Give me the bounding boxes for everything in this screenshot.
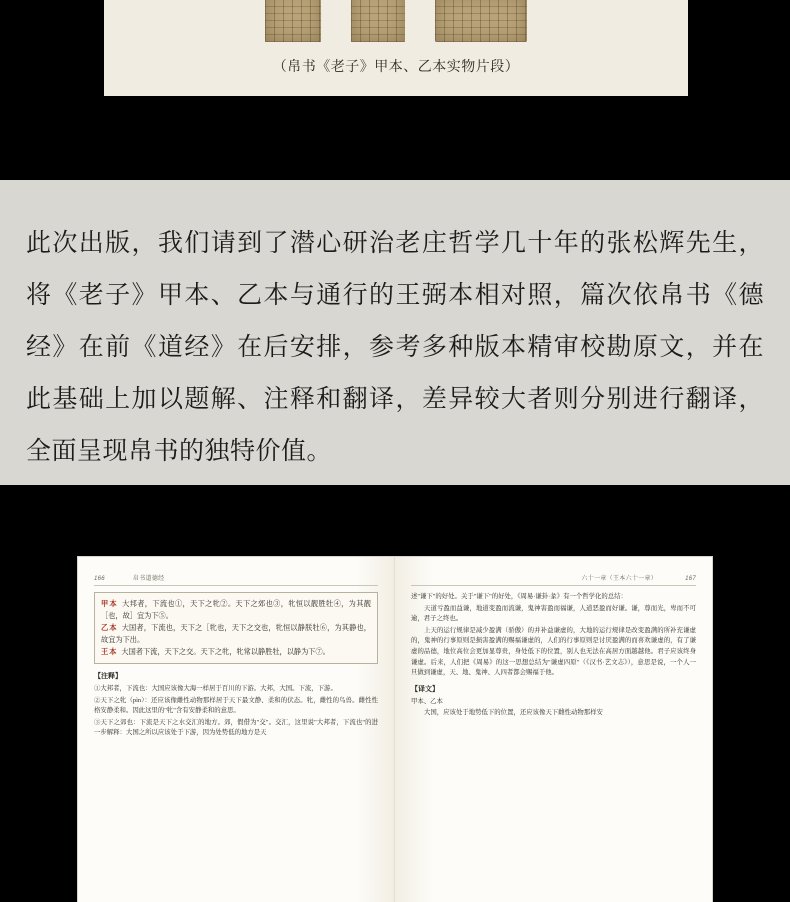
right-page-header bbox=[411, 573, 696, 582]
left-running-title: 帛书道德经 bbox=[132, 576, 165, 582]
right-header-rule bbox=[411, 585, 696, 586]
verse-line-yiben bbox=[101, 622, 371, 646]
notes-heading: 【注释】 bbox=[94, 672, 122, 680]
right-page-folio: 167 bbox=[685, 576, 696, 582]
artifact-panel bbox=[104, 0, 688, 96]
artifact-caption: （帛书《老子》甲本、乙本实物片段） bbox=[272, 58, 520, 74]
book-page-right bbox=[395, 557, 712, 902]
verse-text-wangben: 大国者下流，天下之交。天下之牝，牝常以静胜牡，以静为下⑦。 bbox=[121, 648, 330, 656]
body-paragraph: 述"谦下"的好处。关于"谦下"的好处，《周易·谦卦·彖》有一个哲学化的总结： bbox=[411, 593, 627, 600]
verse-block bbox=[94, 592, 378, 664]
note-item: ③天下之郊也：下流是天下之水交汇的地方。郊，假借为"交"。交汇，这里说"大邦者，下流也"的进一步解释：大国之所以应该处于下游，因为处势低的地方是天 bbox=[94, 718, 378, 736]
body-paragraph: 天道亏盈而益谦，地道变盈而流谦，鬼神害盈而福谦，人道恶盈而好谦。谦，尊而光，卑而不可逾，君子之终也。 bbox=[411, 604, 696, 623]
note-item: ②天下之牝（pìn）：还应该像雌性动物那样居于天下最文静、柔和的伏态。牝，雌性的鸟兽。雌性性格安静柔和。因此这里的"牝"含有安静柔和的意思。 bbox=[94, 696, 378, 714]
left-page-folio: 166 bbox=[94, 576, 105, 582]
translation-label: 甲本、乙本 bbox=[411, 697, 443, 705]
silk-fragment-1 bbox=[265, 0, 321, 42]
verse-text-jiaben: 大邦者，下流也①，天下之牝②。天下之郊也③，牝恒以靓胜牡④，为其靓［也，故］宜为下⑤。 bbox=[101, 600, 371, 620]
verse-label-wangben: 王本 bbox=[101, 648, 118, 656]
note-item: ①大邦者，下流也：大国应该像大海一样居于百川的下游。大邦，大国。下流，下游。 bbox=[94, 685, 337, 692]
left-page-header bbox=[94, 573, 378, 582]
left-header-rule bbox=[94, 585, 378, 586]
intro-band bbox=[0, 180, 790, 485]
verse-label-jiaben: 甲本 bbox=[101, 600, 119, 608]
silk-fragment-3 bbox=[435, 0, 527, 42]
translation-paragraph: 大国，应该处于地势低下的位置，还应该像天下雌性动物那样安 bbox=[424, 709, 603, 717]
verse-label-yiben: 乙本 bbox=[101, 624, 118, 632]
verse-text-yiben: 大国者，下流也，天下之［牝也，天下之交也，牝恒以静朕牡⑥，为其静也，故宜为下出。 bbox=[101, 624, 371, 644]
translation-heading: 【译文】 bbox=[411, 684, 439, 693]
intro-paragraph: 此次出版，我们请到了潜心研治老庄哲学几十年的张松辉先生，将《老子》甲本、乙本与通行的王弼本相对照，篇次依帛书《德经》在前《道经》在后安排，参考多种版本精审校勘原文，并在此基础上加以题解、注释和翻译，差异较大者则分别进行翻译，全面呈现帛书的独特价值。 bbox=[26, 230, 764, 465]
body-paragraph: 上天的运行规律是减少盈满（骄傲）的并补益谦虚的，大地的运行规律是改变盈满的所补充谦虚的，鬼神的行事原则是损害盈满的赐福谦虚的，人们的行事原则是讨厌盈满的而喜欢谦虚的，有了谦虚的品德，地位高位会更加显尊贵，身处低下的位置，别人也无法在高居方面越越他。君子应该终身谦虚。后来，人们把《周易》的这一思想总结为"谦虚四原"（《汉书·艺文志》），意思是说，一个人一旦做到谦虚，天、地、鬼神、人四者都会赐福于他。 bbox=[411, 626, 696, 677]
right-running-title: 六十一章（王本六十一章） bbox=[581, 576, 658, 582]
verse-line-jiaben bbox=[101, 598, 371, 622]
silk-fragment-2 bbox=[351, 0, 405, 42]
verse-line-wangben bbox=[101, 646, 371, 658]
book-spread-preview bbox=[78, 557, 712, 902]
artifact-fragment-row bbox=[104, 0, 688, 50]
book-page-left bbox=[78, 557, 395, 902]
